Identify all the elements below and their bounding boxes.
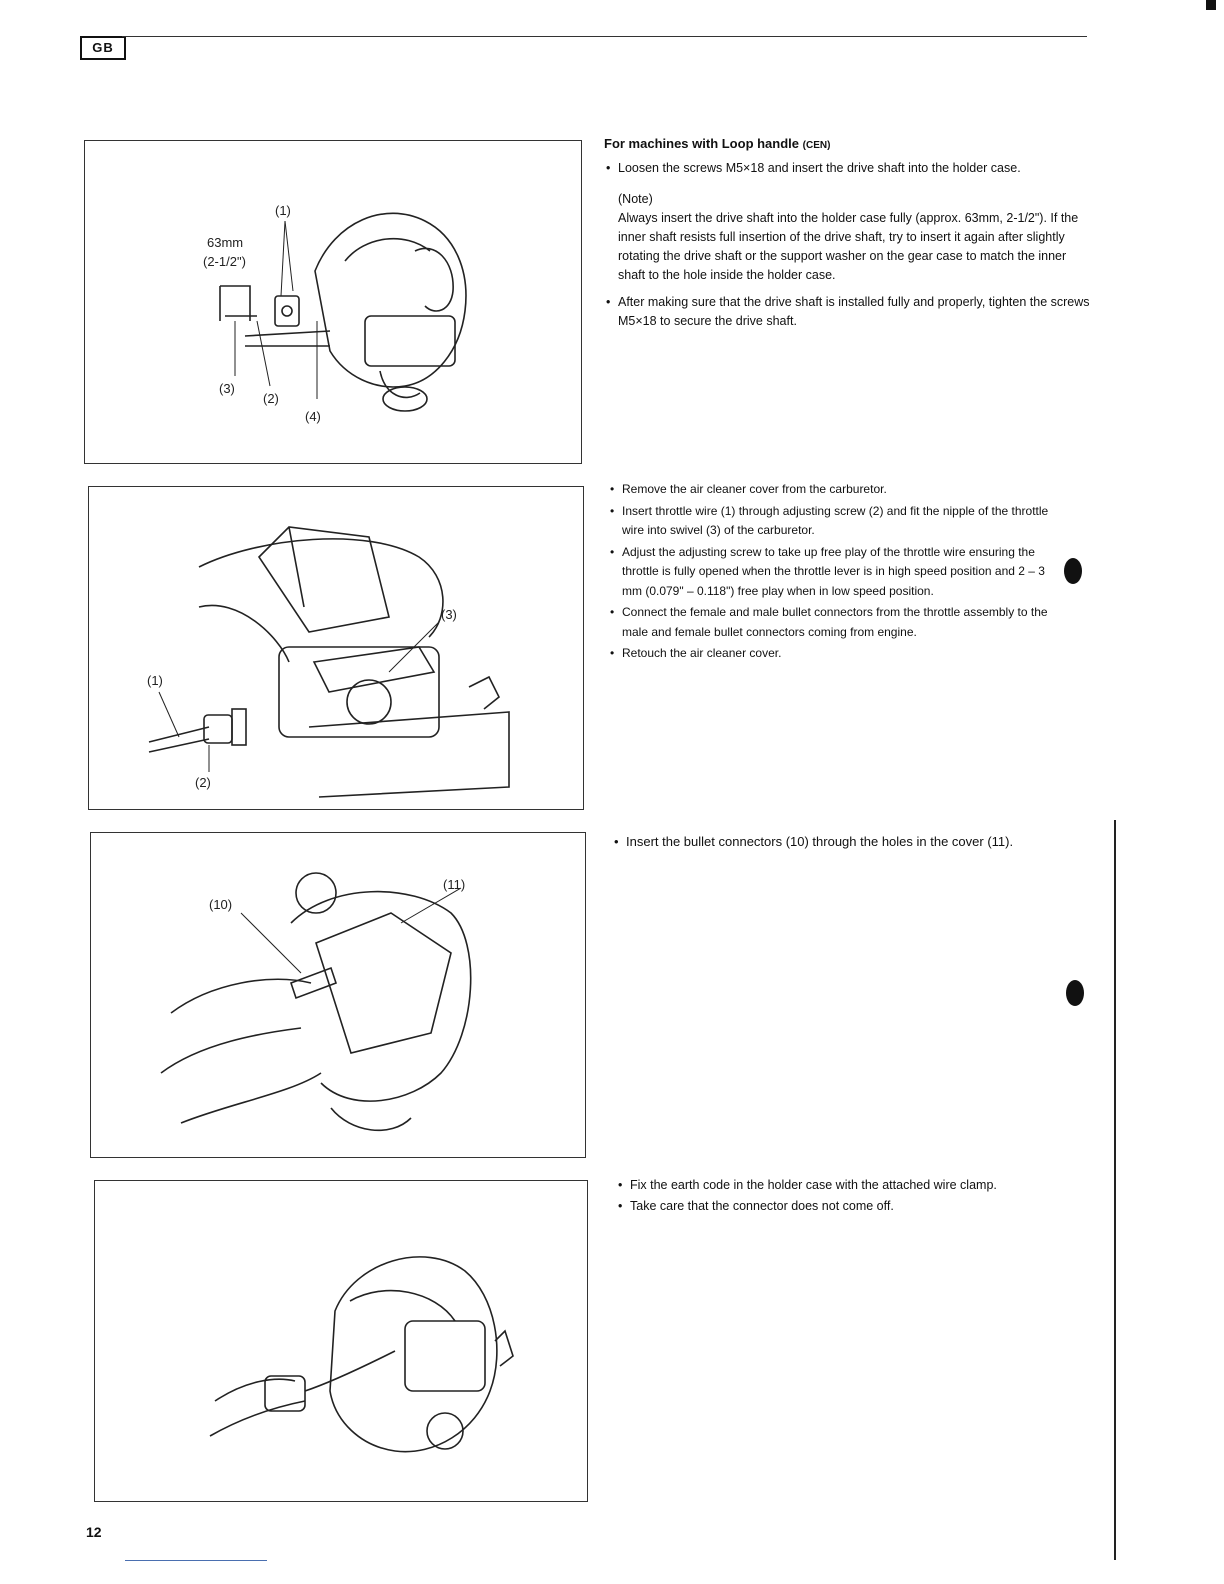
instruction-item: • Retouch the air cleaner cover. xyxy=(608,644,1053,664)
corner-mark xyxy=(1206,0,1216,10)
instruction-item: • Connect the female and male bullet connectors from the throttle assembly to the male and female bullet connectors coming from engine. xyxy=(608,603,1053,642)
figure-earth-cord xyxy=(94,1180,588,1502)
header-rule xyxy=(122,36,1087,37)
instruction-item: • After making sure that the drive shaft is installed fully and properly, tighten the screws M5×18 to secure the drive shaft. xyxy=(604,293,1094,331)
section-connectors xyxy=(612,832,1112,853)
binding-hole-mark xyxy=(1066,980,1084,1006)
earth-cord-illustration xyxy=(95,1181,587,1501)
note-block xyxy=(604,190,1094,285)
dimension-inch-label: (2-1/2") xyxy=(203,254,246,269)
figure-drive-shaft xyxy=(84,140,582,464)
callout-10: (10) xyxy=(209,897,233,912)
callout-3: (3) xyxy=(441,607,457,622)
callout-1: (1) xyxy=(275,203,291,218)
page-edge-line xyxy=(1114,820,1116,1560)
carburetor-illustration xyxy=(89,487,583,809)
page-number: 12 xyxy=(86,1524,102,1540)
section-earth-cord xyxy=(616,1176,1114,1218)
callout-2: (2) xyxy=(263,391,279,406)
instruction-item: • Adjust the adjusting screw to take up free play of the throttle wire ensuring the throttle is fully opened when the throttle lever is in high speed position and 2 – 3 mm (0.079" – 0.118") free play when in low speed position. xyxy=(608,543,1053,602)
section-heading xyxy=(604,134,1094,155)
heading-text: For machines with Loop handle xyxy=(604,136,800,151)
dimension-mm-label: 63mm xyxy=(207,235,244,250)
instruction-item: • Take care that the connector does not come off. xyxy=(616,1197,1114,1216)
section-throttle-wire xyxy=(608,480,1053,666)
callout-1: (1) xyxy=(147,673,163,688)
callout-3: (3) xyxy=(219,381,235,396)
callout-2: (2) xyxy=(195,775,211,790)
instruction-item: • Remove the air cleaner cover from the carburetor. xyxy=(608,480,1053,500)
instruction-item: • Loosen the screws M5×18 and insert the drive shaft into the holder case. xyxy=(604,159,1094,178)
footer-rule xyxy=(125,1560,267,1561)
heading-suffix: (CEN) xyxy=(802,140,831,151)
callout-4: (4) xyxy=(305,409,321,424)
callout-11: (11) xyxy=(443,877,466,892)
binding-hole-mark xyxy=(1064,558,1082,584)
section-loop-handle xyxy=(604,134,1094,333)
language-tag: GB xyxy=(80,36,126,60)
instruction-item: • Insert throttle wire (1) through adjusting screw (2) and fit the nipple of the throttle wire into swivel (3) of the carburetor. xyxy=(608,502,1053,541)
instruction-item: • Insert the bullet connectors (10) through the holes in the cover (11). xyxy=(612,832,1112,851)
figure-carburetor xyxy=(88,486,584,810)
note-label: (Note) xyxy=(618,192,653,206)
bullet-connectors-illustration xyxy=(91,833,585,1157)
instruction-item: • Fix the earth code in the holder case with the attached wire clamp. xyxy=(616,1176,1114,1195)
figure-bullet-connectors xyxy=(90,832,586,1158)
note-text: Always insert the drive shaft into the holder case fully (approx. 63mm, 2-1/2"). If the inner shaft resists full insertion of the drive shaft, try to insert it again after slightly rotating the drive shaft or the support washer on the gear case to match the inner shaft to the hole inside the holder case. xyxy=(618,211,1079,282)
drive-shaft-illustration xyxy=(85,141,581,463)
